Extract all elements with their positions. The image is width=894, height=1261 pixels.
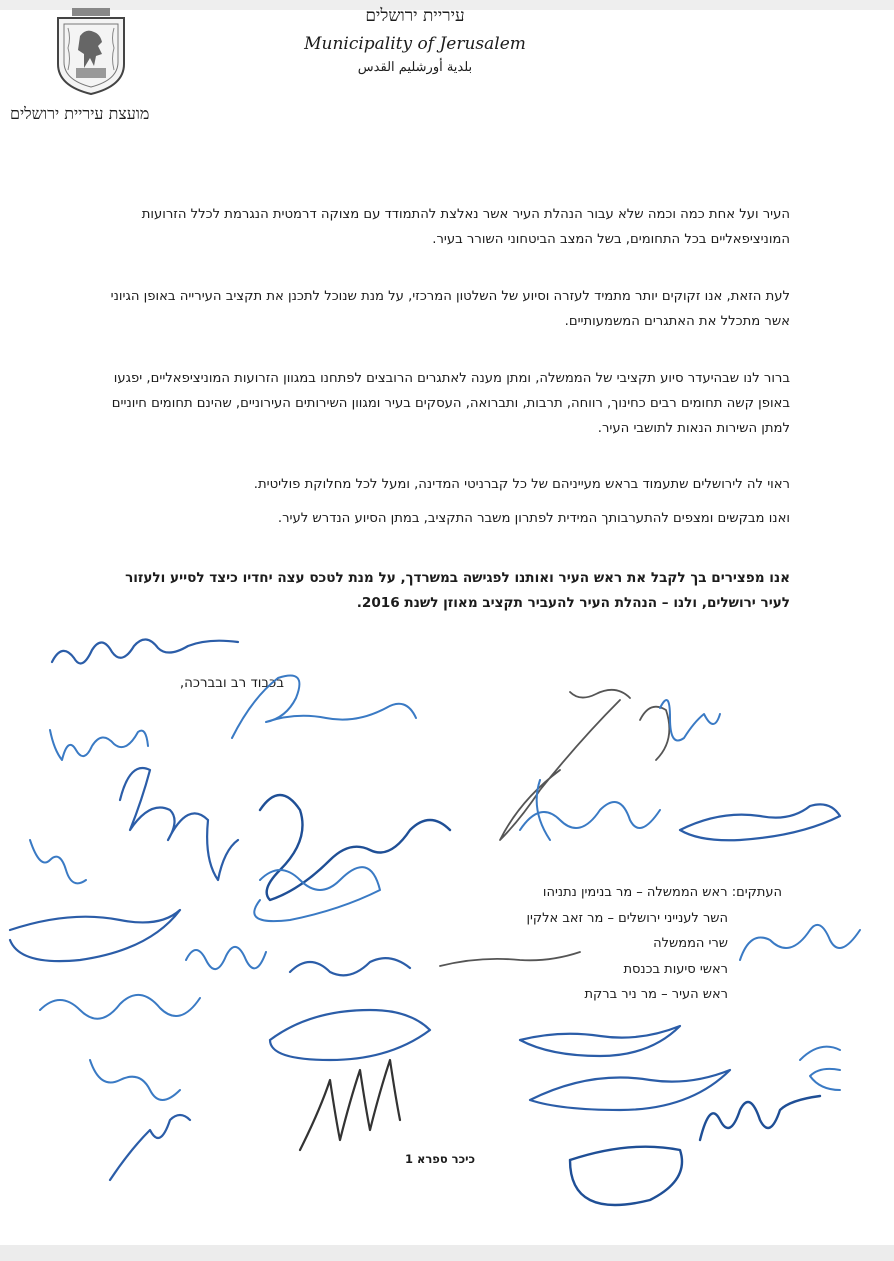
signature-23 (700, 1096, 820, 1140)
paragraph-2: לעת הזאת, אנו זקוקים יותר מתמיד לעזרה וסיוע של השלטון המרכזי, על מנת שנוכל לתכנן את תקציב העירייה באופן הגיוני אשר מתכלל את האתגרים המשמעותיים. (110, 289, 790, 329)
signature-22 (530, 1070, 730, 1110)
paragraph-request: אנו מפצירים בך לקבל את ראש העיר ואותנו לפגישה במשרדך, על מנת לטכס עצה יחדיו כיצד לסייע ולעזור לעיר ירושלים, ולנו – הנהלת העיר להעביר תקציב מאוזן לשנת 2016. (125, 570, 790, 611)
paragraph-1: העיר ועל אחת כמה וכמה שלא עבור הנהלת העיר אשר נאלצת להתמודד עם מצוקה דרמטית הנגרמת לכלל הזרועות המוניציפאליים בכל התחומים, בשל המצב הביטחוני השורר בעיר. (141, 207, 790, 247)
signature-9 (680, 804, 840, 840)
signature-17 (270, 1010, 430, 1060)
cc-label: העתקים: (731, 885, 782, 900)
paragraph-3: ברור לנו שבהיעדר סיוע תקציבי של הממשלה, ומתן מענה לאתגרים הרובצים לפתחנו במגוון הזרועות המוניציפאליים, יפגעו באופן קשה תחומים רבים כחינוך, רווחה, תרבות, ותברואה, העסקים בעיר ומגוון השירותים העירוניים, שהינם תחומים חיוניים למתן השירות הנאות לתושבי העיר. (111, 371, 790, 436)
closing-greeting: בכבוד רב ובברכה, (179, 676, 284, 691)
cc-list (470, 880, 782, 1008)
signature-12 (10, 910, 180, 961)
signature-11 (254, 867, 380, 921)
signature-20 (90, 1060, 180, 1100)
council-name: מועצת עיריית ירושלים (10, 104, 150, 123)
paragraph-4: ראוי לה לירושלים שתעמוד בראש מעייניהם של כל קברניטי המדינה, ומעל לכל מחלוקת פוליטית. (253, 477, 790, 492)
cc-line-1: העתקים: ראש הממשלה – מר בנימין נתניהו (470, 880, 782, 906)
paragraph-5: ואנו מבקשים ומצפים להתערבותך המידית לפתרון משבר התקציב, במתן הסיוע הנדרש לעיר. (277, 511, 790, 526)
signature-1 (52, 639, 238, 663)
signature-4 (500, 690, 669, 840)
jerusalem-emblem-logo (50, 6, 132, 96)
signature-2 (50, 730, 148, 760)
signature-6 (120, 768, 238, 880)
municipality-name-hebrew: עיריית ירושלים (365, 6, 465, 26)
signature-21 (300, 1060, 400, 1150)
municipality-name-english: Municipality of Jerusalem (304, 34, 526, 54)
signature-10 (30, 840, 86, 883)
cc-line-5: ראש העיר – מר ניר ברקת (584, 987, 728, 1002)
address-footer: כיכר ספרא 1 (404, 1152, 476, 1166)
signature-8 (520, 780, 660, 840)
scan-bottom-band (0, 1245, 894, 1261)
signature-5 (660, 700, 720, 741)
signature-25 (110, 1115, 190, 1180)
cc-line-2: השר לענייני ירושלים – מר זאב אלקין (526, 910, 728, 926)
cc-line-3: שרי הממשלה (653, 936, 728, 951)
cc-line-4: ראשי סיעות בכנסת (623, 961, 728, 977)
signature-26 (570, 1147, 682, 1205)
signature-18 (40, 995, 200, 1019)
signature-7 (260, 795, 450, 900)
municipality-name-arabic: بلدية أورشليم القدس (357, 60, 473, 75)
signature-13 (186, 947, 266, 969)
signature-14 (290, 958, 410, 975)
signature-24 (800, 1047, 840, 1090)
signature-19 (520, 1026, 680, 1056)
